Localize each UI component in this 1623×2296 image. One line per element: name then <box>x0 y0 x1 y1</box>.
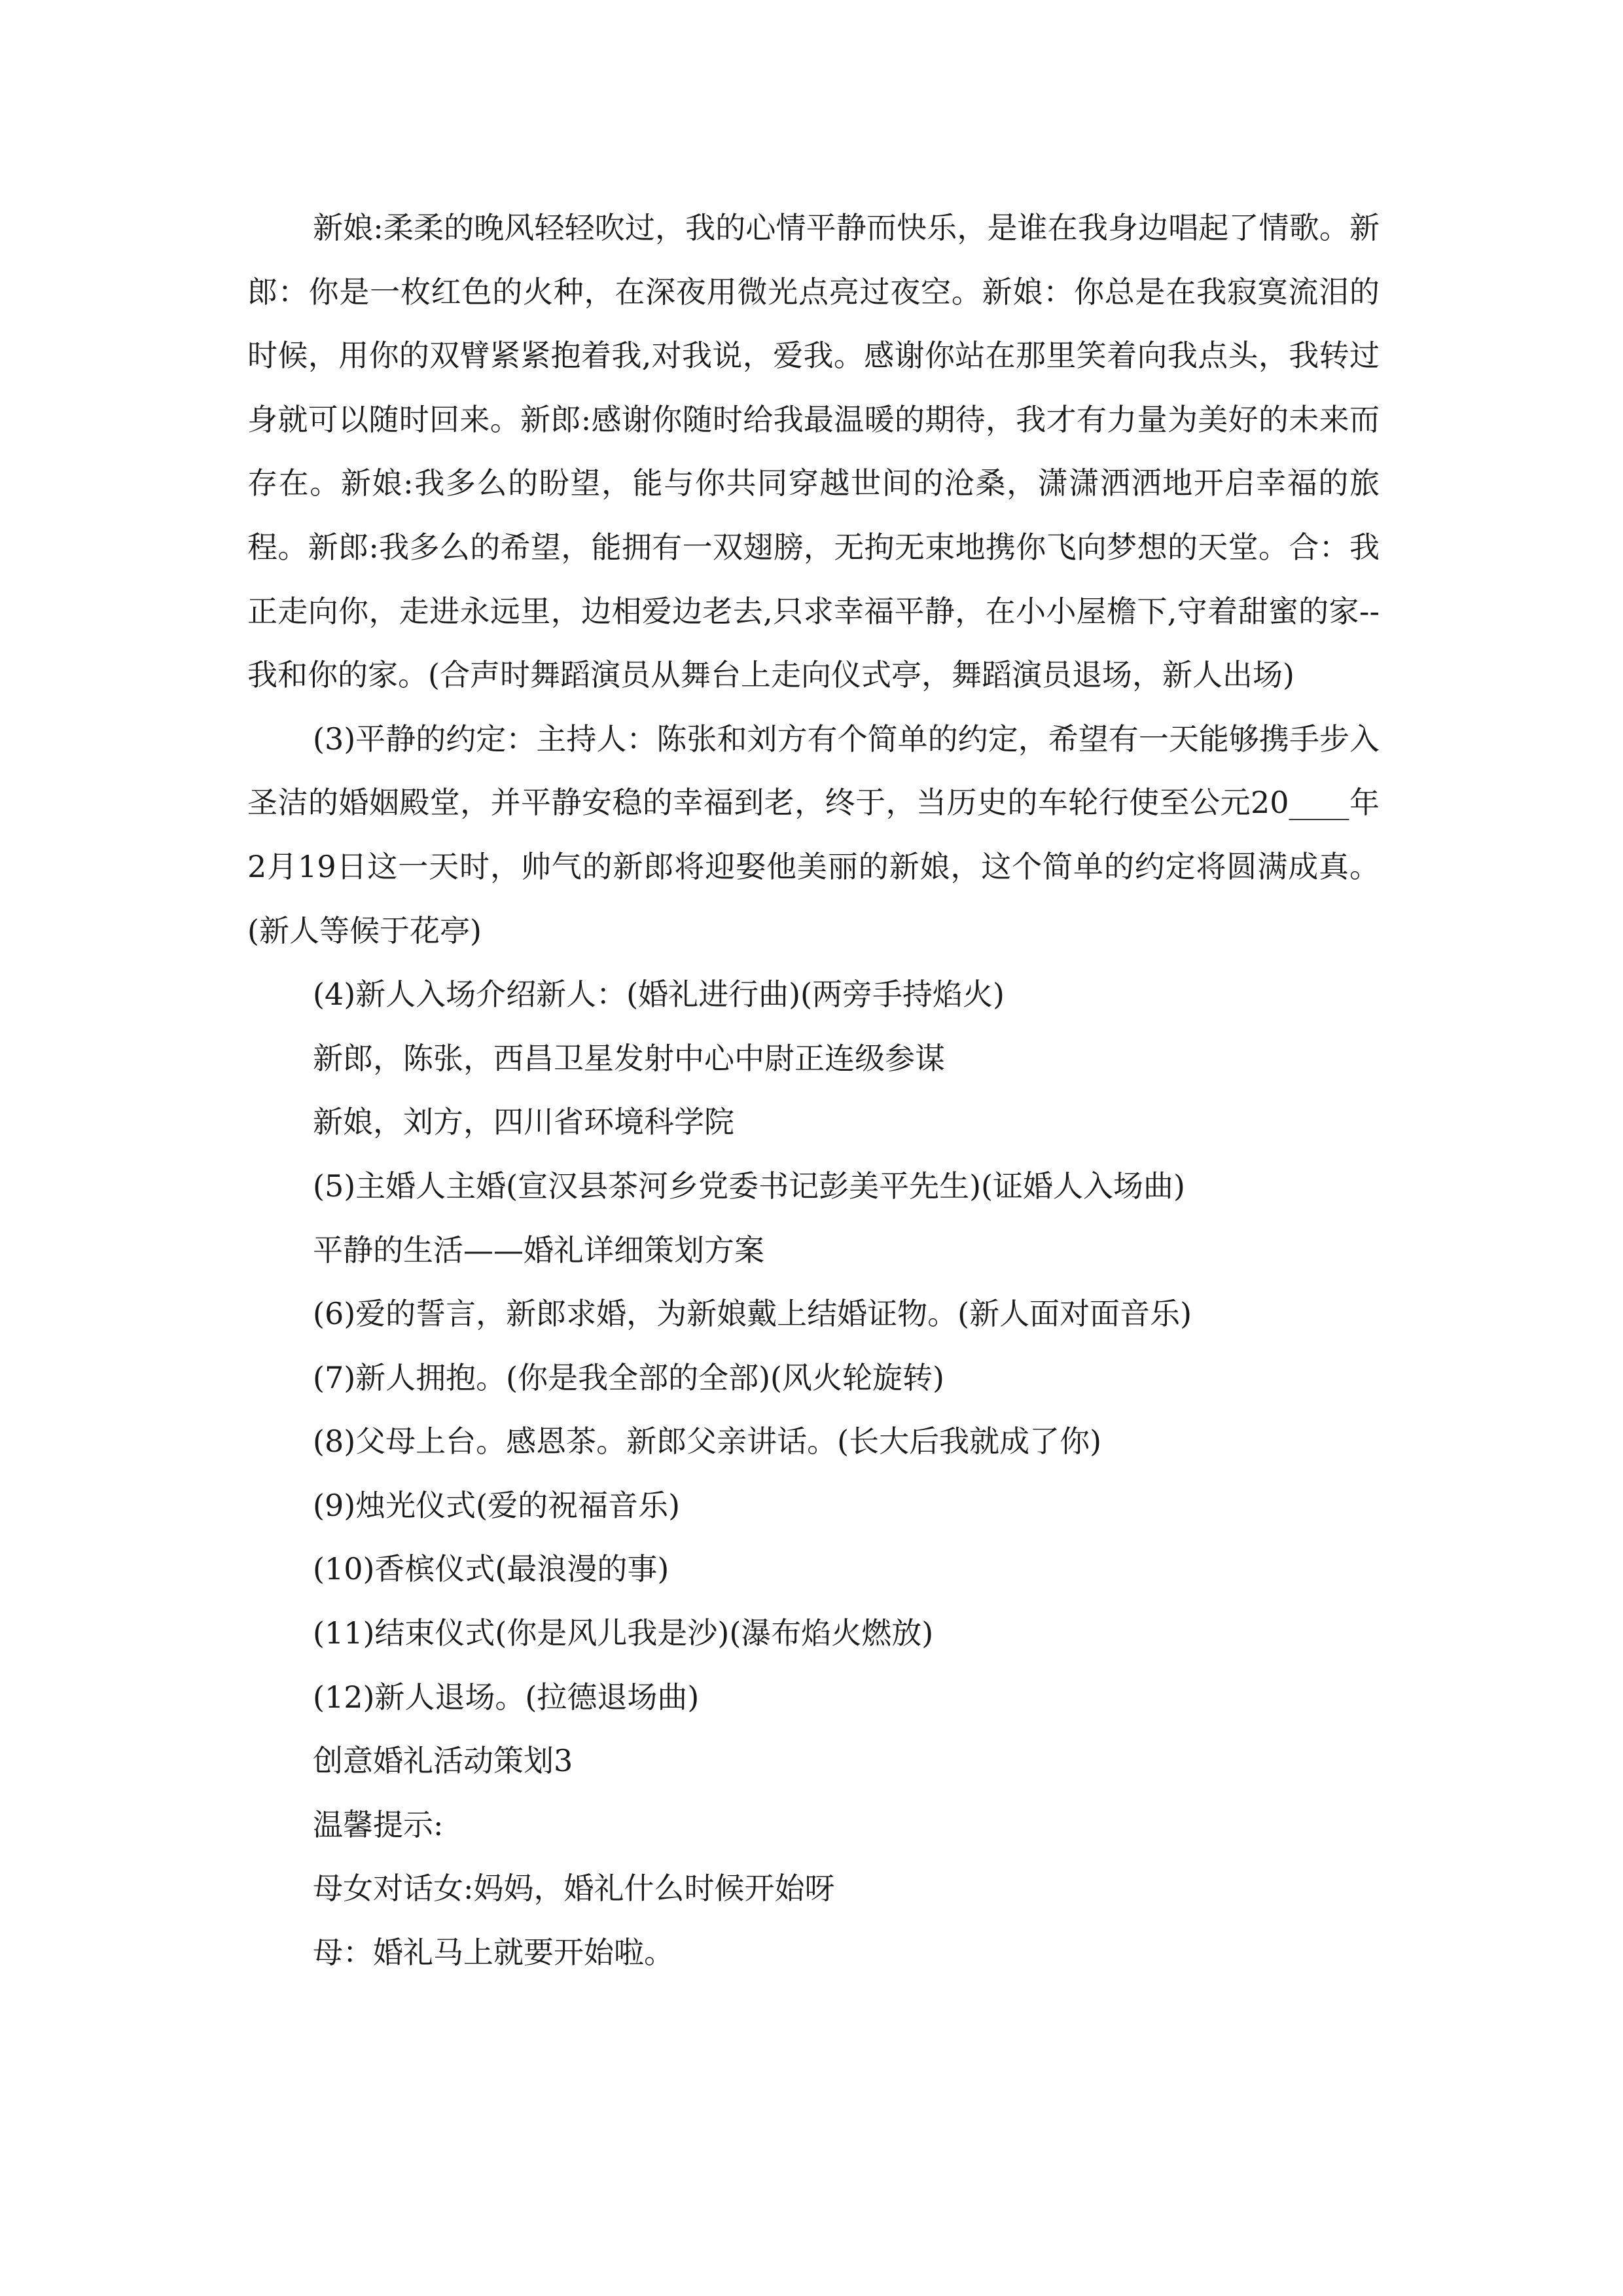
text-line: (11)结束仪式(你是风儿我是沙)(瀑布焰火燃放) <box>313 1615 934 1651</box>
text-line: 新郎，陈张，西昌卫星发射中心中尉正连级参谋 <box>313 1040 945 1076</box>
text-line: (4)新人入场介绍新人：(婚礼进行曲)(两旁手持焰火) <box>313 977 1005 1013</box>
text-line: (12)新人退场。(拉德退场曲) <box>313 1679 700 1715</box>
text-line: (7)新人拥抱。(你是我全部的全部)(风火轮旋转) <box>313 1359 944 1395</box>
section-title: 创意婚礼活动策划3 <box>313 1743 573 1779</box>
text-line: 新娘，刘方，四川省环境科学院 <box>313 1104 734 1140</box>
text-line: (6)爱的誓言，新郎求婚，为新娘戴上结婚证物。(新人面对面音乐) <box>313 1296 1192 1332</box>
text-line: (10)香槟仪式(最浪漫的事) <box>313 1551 669 1587</box>
section-title: 平静的生活——婚礼详细策划方案 <box>313 1232 764 1268</box>
text-line: (8)父母上台。感恩茶。新郎父亲讲话。(长大后我就成了你) <box>313 1424 1102 1460</box>
text-line: 温馨提示: <box>313 1806 444 1842</box>
text-line: 母：婚礼马上就要开始啦。 <box>313 1935 674 1971</box>
agreement-paragraph: (3)平静的约定：主持人：陈张和刘方有个简单的约定，希望有一天能够携手步入圣洁的婚姻殿堂，并平静安稳的幸福到老，终于，当历史的车轮行使至公元20____年2月19日这一天时，帅气的新郎将迎娶他美丽的新娘，这个简单的约定将圆满成真。(新人等候于花亭) <box>247 721 1380 948</box>
text-line: (9)烛光仪式(爱的祝福音乐) <box>313 1487 681 1523</box>
dialogue-paragraph: 新娘:柔柔的晚风轻轻吹过，我的心情平静而快乐，是谁在我身边唱起了情歌。新郎：你是一枚红色的火种，在深夜用微光点亮过夜空。新娘：你总是在我寂寞流泪的时候，用你的双臂紧紧抱着我,对我说，爱我。感谢你站在那里笑着向我点头，我转过身就可以随时回来。新郎:感谢你随时给我最温暖的期待，我才有力量为美好的未来而存在。新娘:我多么的盼望，能与你共同穿越世间的沧桑，潇潇洒洒地开启幸福的旅程。新郎:我多么的希望，能拥有一双翅膀，无拘无束地携你飞向梦想的天堂。合：我正走向你，走进永远里，边相爱边老去,只求幸福平静，在小小屋檐下,守着甜蜜的家--我和你的家。(合声时舞蹈演员从舞台上走向仪式亭，舞蹈演员退场，新人出场) <box>247 210 1380 693</box>
document-body <box>247 196 1380 1985</box>
text-line: 母女对话女:妈妈，婚礼什么时候开始呀 <box>313 1871 835 1907</box>
text-line: (5)主婚人主婚(宣汉县茶河乡党委书记彭美平先生)(证婚人入场曲) <box>313 1168 1185 1204</box>
